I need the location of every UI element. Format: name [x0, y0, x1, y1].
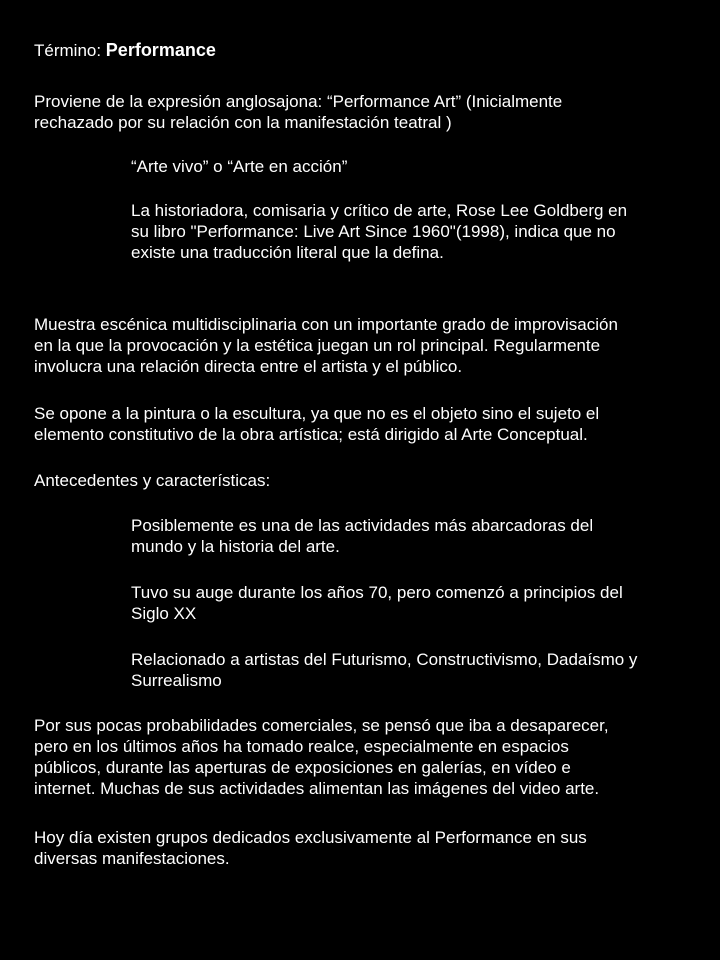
- goldberg-line-1: La historiadora, comisaria y crítico de arte, Rose Lee Goldberg en: [131, 201, 628, 220]
- term-label: Término:: [34, 41, 106, 60]
- goldberg-line-2: su libro "Performance: Live Art Since 1960"(1998), indica que no: [131, 222, 616, 241]
- antecedent-1-line-1: Posiblemente es una de las actividades más abarcadoras del: [131, 516, 594, 535]
- antecedents-heading: [34, 470, 694, 491]
- antecedent-item: [131, 515, 693, 557]
- aliases-text: “Arte vivo” o “Arte en acción”: [131, 157, 348, 176]
- antecedent-item: [131, 649, 693, 691]
- commercial-line-2: pero en los últimos años ha tomado realce, especialmente en espacios: [34, 737, 569, 756]
- antecedent-1-line-2: mundo y la historia del arte.: [131, 537, 340, 556]
- origin-line-2: rechazado por su relación con la manifestación teatral ): [34, 113, 452, 132]
- definition-paragraph: [34, 314, 694, 377]
- commercial-line-3: públicos, durante las aperturas de exposiciones en galerías, en vídeo e: [34, 758, 571, 777]
- term-heading: [34, 40, 694, 61]
- opposition-line-1: Se opone a la pintura o la escultura, ya que no es el objeto sino el sujeto el: [34, 404, 600, 423]
- antecedent-3-line-1: Relacionado a artistas del Futurismo, Constructivismo, Dadaísmo y: [131, 650, 638, 669]
- antecedent-item: [131, 582, 693, 624]
- groups-line-1: Hoy día existen grupos dedicados exclusivamente al Performance en sus: [34, 828, 587, 847]
- commercial-line-4: internet. Muchas de sus actividades alimentan las imágenes del video arte.: [34, 779, 600, 798]
- term-value: Performance: [105, 40, 216, 60]
- groups-paragraph: [34, 827, 694, 869]
- origin-paragraph: [34, 91, 694, 133]
- origin-line-1: Proviene de la expresión anglosajona: “Performance Art” (Inicialmente: [34, 92, 563, 111]
- definition-line-3: involucra una relación directa entre el artista y el público.: [34, 357, 463, 376]
- opposition-paragraph: [34, 403, 694, 445]
- groups-line-2: diversas manifestaciones.: [34, 849, 230, 868]
- aliases-line: [131, 156, 693, 177]
- antecedent-3-line-2: Surrealismo: [131, 671, 222, 690]
- antecedent-2-line-2: Siglo XX: [131, 604, 197, 623]
- antecedent-2-line-1: Tuvo su auge durante los años 70, pero comenzó a principios del: [131, 583, 623, 602]
- opposition-line-2: elemento constitutivo de la obra artística; está dirigido al Arte Conceptual.: [34, 425, 588, 444]
- definition-line-1: Muestra escénica multidisciplinaria con un importante grado de improvisación: [34, 315, 618, 334]
- antecedents-heading-text: Antecedentes y características:: [34, 471, 271, 490]
- definition-line-2: en la que la provocación y la estética juegan un rol principal. Regularmente: [34, 336, 601, 355]
- goldberg-paragraph: [131, 200, 693, 263]
- commercial-line-1: Por sus pocas probabilidades comerciales, se pensó que iba a desaparecer,: [34, 716, 609, 735]
- commercial-paragraph: [34, 715, 694, 799]
- goldberg-line-3: existe una traducción literal que la defina.: [131, 243, 444, 262]
